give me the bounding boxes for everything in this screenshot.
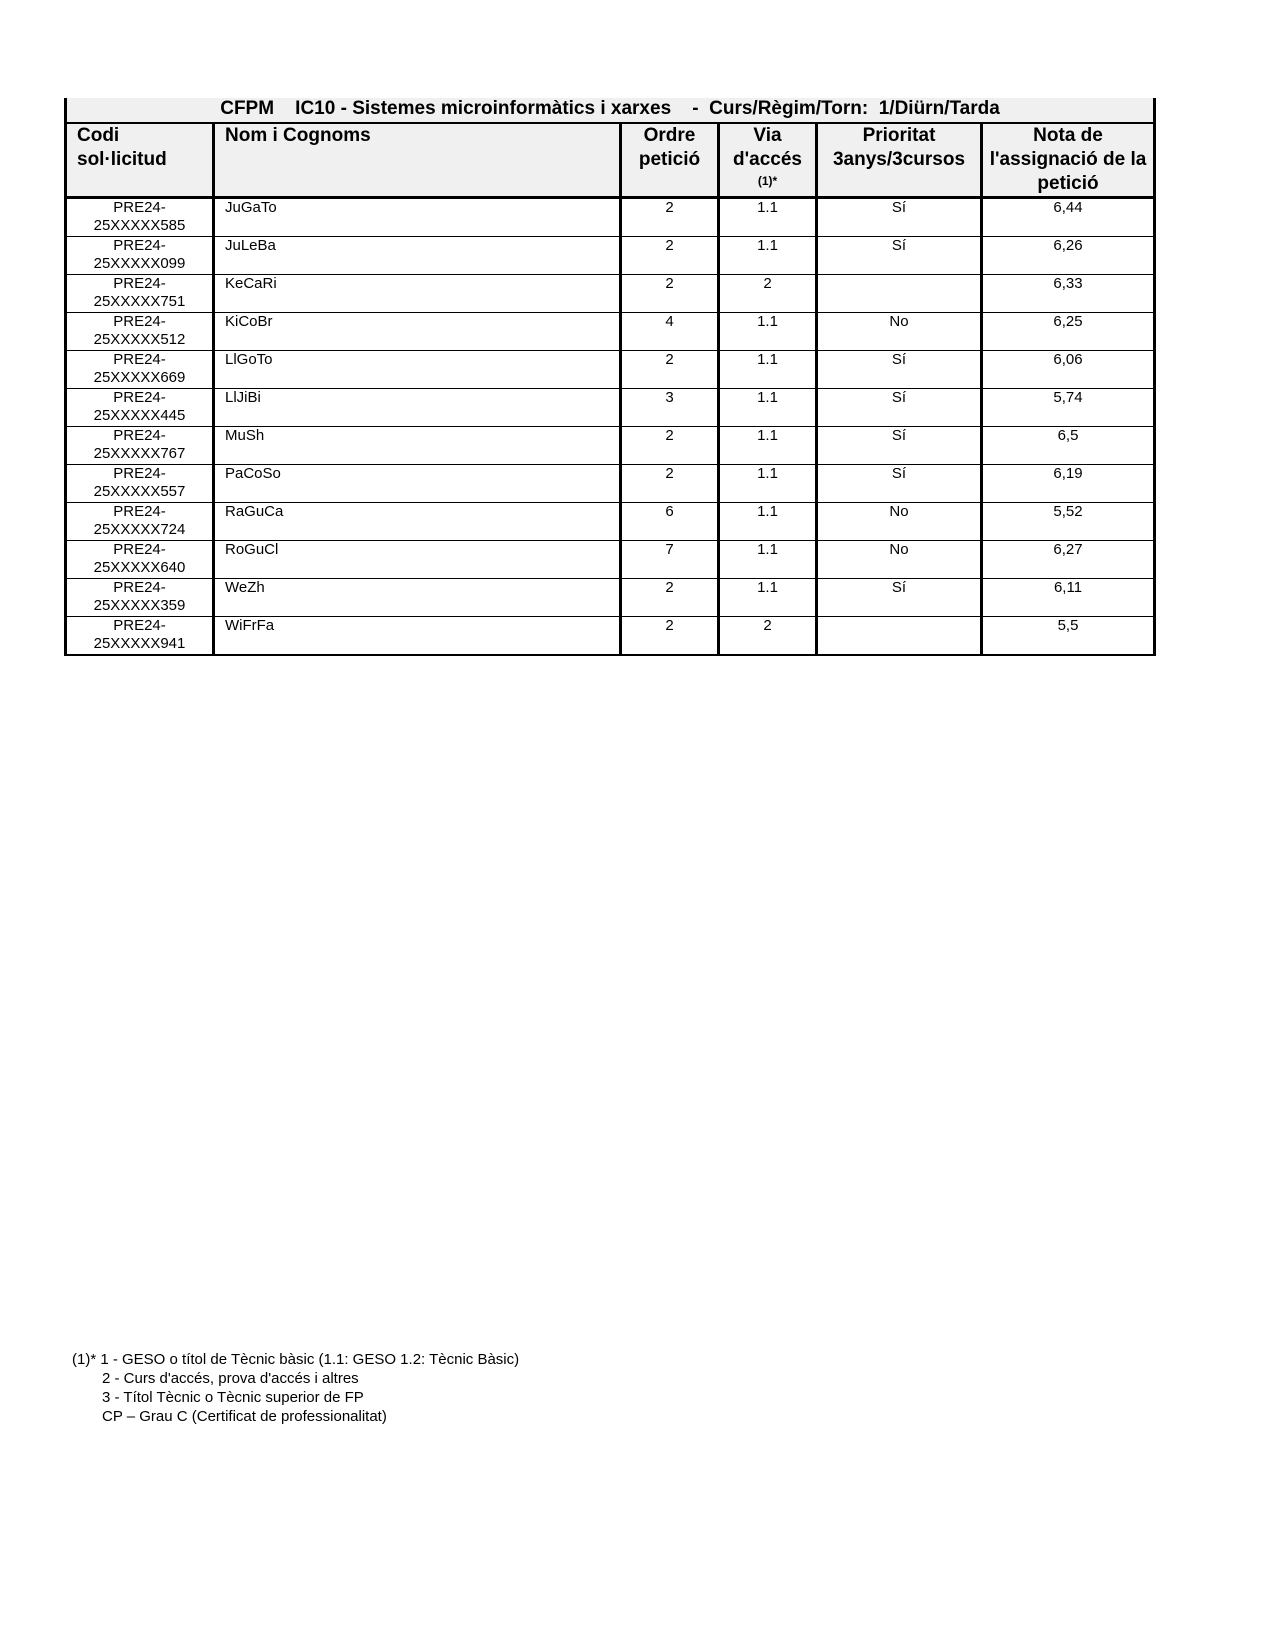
cell-ordre: 2: [621, 579, 719, 617]
cell-ordre: 4: [621, 313, 719, 351]
cell-via: 2: [719, 617, 817, 656]
cell-nom: WiFrFa: [214, 617, 621, 656]
cell-nota: 5,74: [982, 389, 1155, 427]
header-ordre: Ordre petició: [621, 123, 719, 198]
cell-nom: RaGuCa: [214, 503, 621, 541]
cell-via: 1.1: [719, 237, 817, 275]
table-row: [66, 617, 1155, 656]
cell-codi: PRE24-25XXXXX640: [66, 541, 214, 579]
cell-ordre: 2: [621, 237, 719, 275]
cell-codi: PRE24-25XXXXX512: [66, 313, 214, 351]
cell-nom: PaCoSo: [214, 465, 621, 503]
cell-nom: LlJiBi: [214, 389, 621, 427]
table-row: [66, 503, 1155, 541]
header-nom: Nom i Cognoms: [214, 123, 621, 198]
cell-nota: 6,26: [982, 237, 1155, 275]
cell-nom: KeCaRi: [214, 275, 621, 313]
cell-codi: PRE24-25XXXXX585: [66, 198, 214, 237]
cell-ordre: 2: [621, 617, 719, 656]
cell-via: 1.1: [719, 427, 817, 465]
cell-ordre: 2: [621, 275, 719, 313]
cell-prioritat: No: [817, 503, 982, 541]
cell-nota: 5,5: [982, 617, 1155, 656]
cell-ordre: 2: [621, 427, 719, 465]
cell-nota: 6,33: [982, 275, 1155, 313]
table-row: [66, 237, 1155, 275]
cell-ordre: 2: [621, 465, 719, 503]
cell-prioritat: No: [817, 313, 982, 351]
cell-via: 1.1: [719, 389, 817, 427]
table-row: [66, 541, 1155, 579]
cell-prioritat: Sí: [817, 465, 982, 503]
header-via-label: Via d'accés: [733, 125, 802, 170]
cell-nota: 6,06: [982, 351, 1155, 389]
cell-nota: 6,19: [982, 465, 1155, 503]
cell-nom: MuSh: [214, 427, 621, 465]
header-codi: Codi sol·licitud: [66, 123, 214, 198]
cell-nom: JuLeBa: [214, 237, 621, 275]
table-row: [66, 465, 1155, 503]
cell-nom: KiCoBr: [214, 313, 621, 351]
cell-nota: 6,5: [982, 427, 1155, 465]
cell-via: 1.1: [719, 541, 817, 579]
cell-nota: 6,27: [982, 541, 1155, 579]
cell-via: 1.1: [719, 198, 817, 237]
cell-prioritat: Sí: [817, 427, 982, 465]
cell-via: 1.1: [719, 465, 817, 503]
cell-nom: LlGoTo: [214, 351, 621, 389]
cell-codi: PRE24-25XXXXX751: [66, 275, 214, 313]
table-row: [66, 389, 1155, 427]
footnote-line: CP – Grau C (Certificat de professionalitat): [102, 1408, 387, 1425]
cell-nota: 6,25: [982, 313, 1155, 351]
cell-codi: PRE24-25XXXXX669: [66, 351, 214, 389]
table-row: [66, 313, 1155, 351]
cell-via: 1.1: [719, 503, 817, 541]
cell-codi: PRE24-25XXXXX557: [66, 465, 214, 503]
cell-codi: PRE24-25XXXXX359: [66, 579, 214, 617]
table-row: [66, 198, 1155, 237]
cell-codi: PRE24-25XXXXX941: [66, 617, 214, 656]
cell-via: 1.1: [719, 579, 817, 617]
table-row: [66, 579, 1155, 617]
cell-via: 1.1: [719, 313, 817, 351]
cell-nom: JuGaTo: [214, 198, 621, 237]
cell-ordre: 2: [621, 351, 719, 389]
table-row: [66, 275, 1155, 313]
assignment-table: [64, 98, 1156, 656]
footnote-line: 3 - Títol Tècnic o Tècnic superior de FP: [102, 1389, 364, 1406]
footnote-line: 2 - Curs d'accés, prova d'accés i altres: [102, 1370, 359, 1387]
cell-ordre: 2: [621, 198, 719, 237]
cell-codi: PRE24-25XXXXX767: [66, 427, 214, 465]
cell-nom: WeZh: [214, 579, 621, 617]
cell-codi: PRE24-25XXXXX445: [66, 389, 214, 427]
cell-codi: PRE24-25XXXXX724: [66, 503, 214, 541]
header-prioritat: Prioritat 3anys/3cursos: [817, 123, 982, 198]
cell-nom: RoGuCl: [214, 541, 621, 579]
cell-prioritat: [817, 617, 982, 656]
header-nota: Nota de l'assignació de la petició: [982, 123, 1155, 198]
cell-nota: 5,52: [982, 503, 1155, 541]
cell-prioritat: Sí: [817, 579, 982, 617]
cell-via: 1.1: [719, 351, 817, 389]
cell-nota: 6,11: [982, 579, 1155, 617]
cell-via: 2: [719, 275, 817, 313]
cell-ordre: 3: [621, 389, 719, 427]
header-via-note: (1)*: [757, 174, 778, 188]
table-title: CFPM IC10 - Sistemes microinformàtics i xarxes - Curs/Règim/Torn: 1/Diürn/Tarda: [66, 98, 1155, 123]
table-row: [66, 351, 1155, 389]
cell-prioritat: Sí: [817, 389, 982, 427]
cell-prioritat: Sí: [817, 237, 982, 275]
cell-codi: PRE24-25XXXXX099: [66, 237, 214, 275]
header-via: [719, 123, 817, 198]
cell-prioritat: [817, 275, 982, 313]
cell-ordre: 6: [621, 503, 719, 541]
footnote-line: (1)* 1 - GESO o títol de Tècnic bàsic (1.1: GESO 1.2: Tècnic Bàsic): [72, 1351, 520, 1368]
cell-nota: 6,44: [982, 198, 1155, 237]
cell-prioritat: Sí: [817, 351, 982, 389]
table-row: [66, 427, 1155, 465]
cell-prioritat: No: [817, 541, 982, 579]
cell-ordre: 7: [621, 541, 719, 579]
cell-prioritat: Sí: [817, 198, 982, 237]
footnote: [72, 1350, 519, 1426]
